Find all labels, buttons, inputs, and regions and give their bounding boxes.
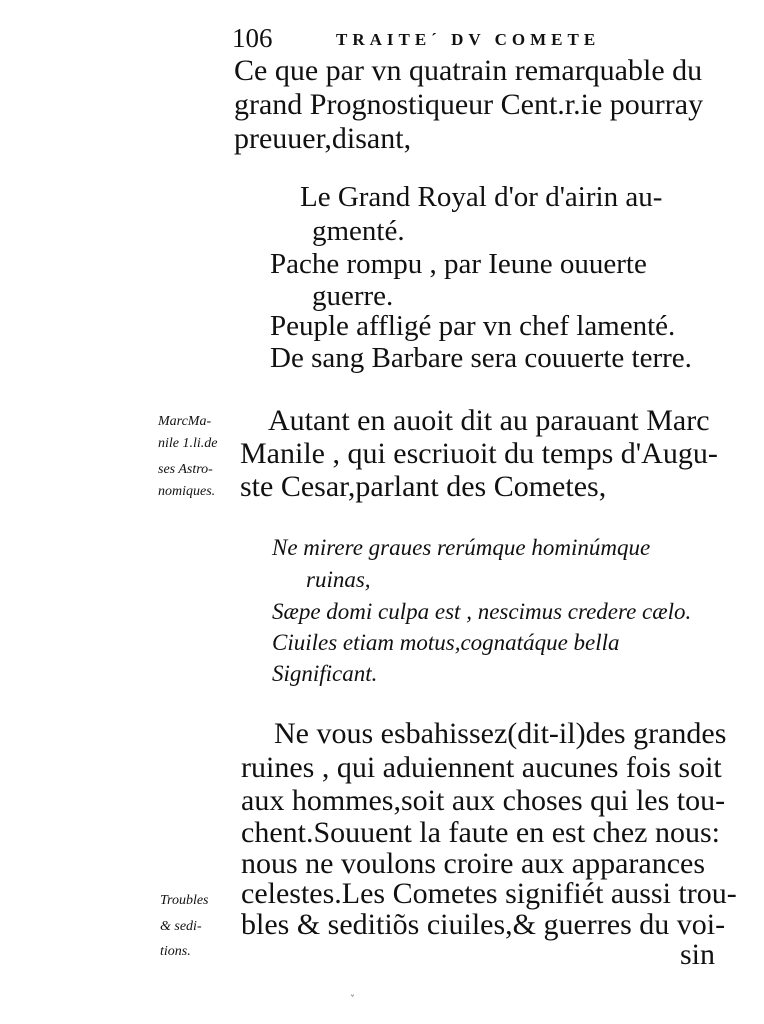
- paragraph-3-line: nous ne voulons croire aux apparances: [241, 847, 706, 880]
- margin-note-line: ses Astro-: [158, 462, 213, 477]
- paragraph-3-line: ruines , qui aduiennent aucunes fois soit: [241, 751, 722, 784]
- latin-verse-line: Ciuiles etiam motus,cognatáque bella: [272, 630, 620, 655]
- paragraph-2-line: Autant en auoit dit au parauant Marc: [268, 404, 710, 437]
- paragraph-3-line: chent.Souuent la faute en est chez nous:: [241, 816, 721, 849]
- latin-verse-line: Ne mirere graues rerúmque hominúmque: [272, 535, 651, 560]
- catchword: sin: [680, 938, 716, 971]
- paragraph-3-line: aux hommes,soit aux choses qui les tou-: [241, 784, 726, 817]
- paragraph-1-line: preuuer,disant,: [234, 122, 412, 155]
- paragraph-3-line: bles & seditiõs ciuiles,& guerres du voi-: [241, 908, 726, 941]
- margin-note-line: nile 1.li.de: [158, 436, 218, 451]
- paragraph-1-line: Ce que par vn quatrain remarquable du: [234, 54, 703, 87]
- margin-note-line: Troubles: [160, 893, 209, 908]
- running-title: TRAITE´ DV COMETE: [336, 30, 601, 49]
- quatrain-line: Peuple affligé par vn chef lamenté.: [270, 310, 676, 342]
- page-header: [232, 22, 712, 56]
- page-number: 106: [232, 23, 273, 53]
- print-mark: ˇ: [350, 995, 355, 1006]
- latin-verse-line: Significant.: [272, 661, 378, 686]
- quatrain-line: gmenté.: [312, 215, 405, 247]
- quatrain-line: De sang Barbare sera couuerte terre.: [270, 342, 692, 374]
- margin-note-line: tions.: [160, 944, 191, 959]
- paragraph-2-line: ste Cesar,parlant des Cometes,: [240, 470, 607, 503]
- quatrain-line: guerre.: [312, 280, 394, 312]
- paragraph-3-line: celestes.Les Cometes signifiét aussi trou-: [241, 877, 737, 910]
- paragraph-1-line: grand Prognostiqueur Cent.r.ie pourray: [234, 88, 704, 121]
- margin-note-line: MarcMa-: [158, 414, 212, 429]
- quatrain-line: Pache rompu , par Ieune ouuerte: [270, 248, 647, 280]
- margin-note-line: & sedi-: [160, 919, 202, 934]
- paragraph-3-line: Ne vous esbahissez(dit-il)des grandes: [274, 717, 727, 750]
- quatrain-line: Le Grand Royal d'or d'airin au-: [300, 181, 663, 213]
- latin-verse-line: ruinas,: [306, 567, 371, 592]
- paragraph-2-line: Manile , qui escriuoit du temps d'Augu-: [240, 437, 718, 470]
- margin-note-line: nomiques.: [158, 484, 216, 499]
- latin-verse-line: Sæpe domi culpa est , nescimus credere cælo.: [272, 599, 692, 624]
